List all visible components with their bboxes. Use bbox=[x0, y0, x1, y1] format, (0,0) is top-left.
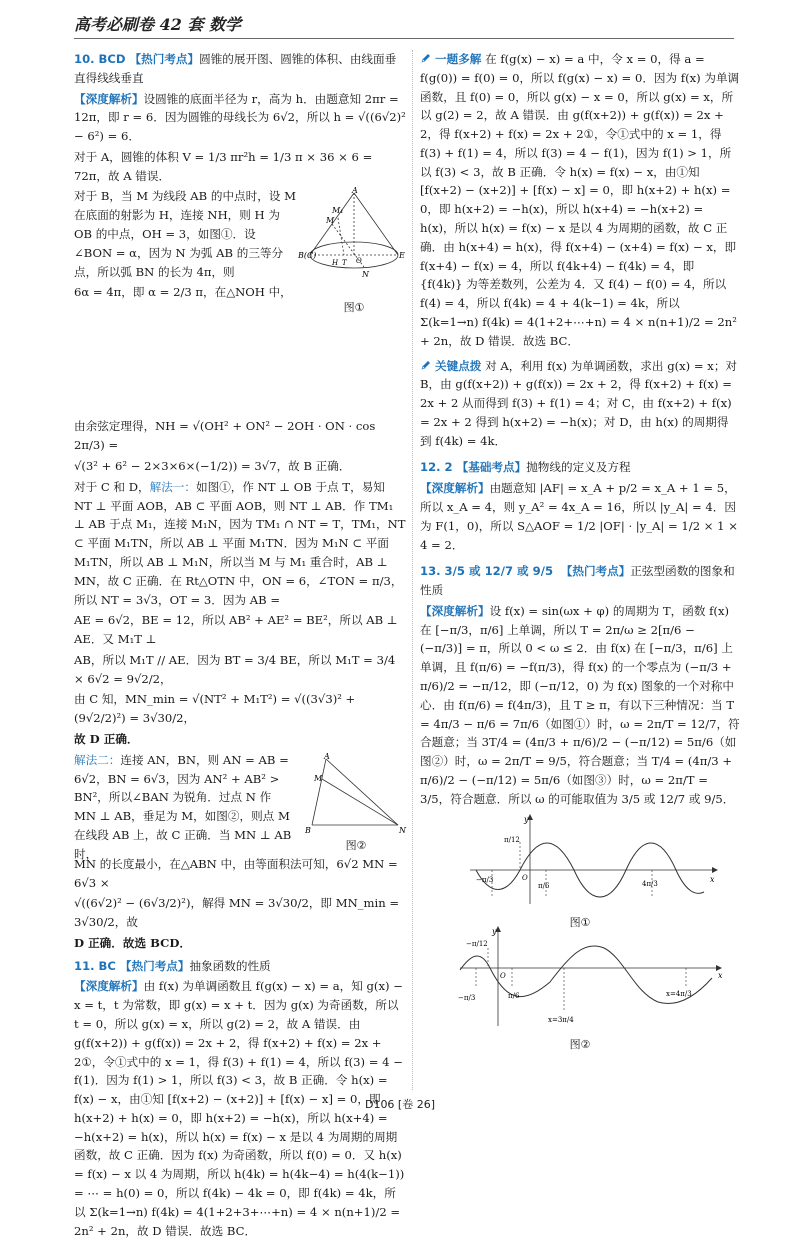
q12-body bbox=[420, 479, 740, 554]
q10-number: 10. bbox=[74, 52, 95, 66]
key-text: 对 A，利用 f(x) 为单调函数，求出 g(x) = x；对 B，由 g(f(x+2)) + g(f(x)) = 2x + 2，得 f(x+2) + f(x) = 2x + 2 从而得到 f(3) + f(1) = 4；对 C，由 f(x+2) + f(x) = 2x + 2 得到 h(x+2) = −h(x)；对 D，由 h(x) 的周期得到 f(4k) = 4k． bbox=[420, 358, 738, 448]
q13-text: 设 f(x) = sin(ωx + φ) 的周期为 T，函数 f(x) 在 [−π/3，π/6] 上单调，所以 T = 2π/ω ≥ 2[π/6 − (−π/3)] = π，所以 0 < ω ≤ 2．由 f(x) 在 [−π/3，π/6] 上单调，且 f(π/6) = −f(π/3)，得 f(x) 的一个零点为 (−π/3 + π/6)/2 = −π/12，即 (−π/12，0) 为 f(x) 图象的一个对称中心．由 f(π/6) = f(4π/3)，且 T ≥ π，有以下三种情况：当 T = 4π/3 − π/6 = 7π/6（如图①）时，ω = 2π/T = 12/7，符合题意；当 3T/4 = (4π/3 + π/6)/2 − (−π/12) = 5π/6（如图②）时，ω = 2π/T = 9/5，符合题意；当 T/4 = (4π/3 + π/6)/2 − (−π/12) = 5π/6（如图③）时，ω = 2π/T = 3/5，符合题意．所以 ω 的可能取值为 3/5 或 12/7 或 9/5． bbox=[420, 603, 740, 806]
q10-line-7: 如图①，作 NT ⊥ OB 于点 T，易知 NT ⊥ 平面 AOB，AB ⊂ 平面 AOB，则 NT ⊥ AB．作 TM₁ ⊥ AB 于点 M₁，连接 M₁N，因为 TM₁ ∩ NT = T，TM₁，NT ⊂ 平面 M₁TN，所以 AB ⊥ 平面 M₁TN．因为 M₁N ⊂ 平面 M₁TN，所以 AB ⊥ M₁N，所以当 M 与 M₁ 重合时，AB ⊥ MN，故 C 正确．在 Rt△OTN 中，ON = 6，∠TON = π/3，所以 NT = 3√3，OT = 3．因为 AB = bbox=[74, 479, 406, 607]
q12-answer: 2 bbox=[444, 460, 453, 475]
running-header bbox=[74, 12, 734, 39]
pencil-icon bbox=[420, 359, 432, 371]
q13-fig2-caption: 图② bbox=[569, 1038, 591, 1052]
q11-text: 由 f(x) 为单调函数且 f(g(x) − x) = a，知 g(x) − x = t，t 为常数，即 g(x) = x + t．因为 g(x) 为奇函数，所以 t = 0，所以 g(x) = x，所以 g(2) = 2，故 A 错误．由 g(f(x+2)) + g(f(x)) = 2x + 2，得 f(x+2) + f(x) = 2x + 2①，令①式中的 x = 1，得 f(3) + f(1) = 4，所以 f(3) = 4 − f(1)．因为 f(1) > 1，所以 f(3) < 3，故 B 正确．令 h(x) = f(x) − x，由①知 [f(x+2) − (x+2)] + [f(x) − x] = 0，即 h(x+2) + h(x) = 0，即 h(x+2) = −h(x)，所以 h(x+4) = −h(x+2) = h(x)，所以 h(x) = f(x) − x 是以 4 为周期的周期函数，故 C 正确．因为 f(x) 为奇函数，所以 f(0) = 0．又 h(x) = f(x) − x 以 4 为周期，所以 h(4k) = h(4k−4) = h(4(k−1)) = ⋯ = h(0) = 0，所以 f(4k) − 4k = 0，即 f(4k) = 4k，所以 Σ(k=1→n) f(4k) = 4(1+2+3+⋯+n) = 4 × n(n+1)/2 = 2n² + 2n，故 D 错误．故选 BC． bbox=[74, 979, 405, 1238]
label-t: T bbox=[342, 259, 347, 268]
key-para bbox=[420, 357, 740, 451]
label-minus-pi3: −π/3 bbox=[476, 876, 494, 885]
right-column bbox=[420, 50, 740, 1052]
q10-line-3: 6α = 4π，即 α = 2/3 π，在△NOH 中， bbox=[74, 285, 292, 300]
label-n: N bbox=[362, 270, 369, 280]
q10-heading bbox=[74, 50, 406, 88]
q10-line-2: 对于 B，当 M 为线段 AB 的中点时，设 M 在底面的射影为 H，连接 NH，则 H 为 OB 的中点，OH = 3，如图①．设 ∠BON = α，因为 N 为弧 AB 的三等分点，所以弧 BN 的长为 4π，则 bbox=[74, 189, 296, 279]
label-4pi3: 4π/3 bbox=[642, 880, 658, 889]
q10-method2-para bbox=[74, 751, 296, 864]
multi-para bbox=[420, 50, 740, 351]
column-divider bbox=[412, 50, 413, 1090]
q11-topic: 抽象函数的性质 bbox=[189, 958, 271, 973]
label-y: y bbox=[524, 815, 529, 825]
label-m1: M₁ bbox=[332, 206, 344, 216]
multi-text: 在 f(g(x) − x) = a 中，令 x = 0，得 a = f(g(0)) = f(0) = 0，所以 f(g(x) − x) = 0．因为 f(x) 为单调函数，且 f(0) = 0，所以 g(x) − x = 0，所以 g(x) = x，所以 g(2) = 2，故 A 错误．由 g(f(x+2)) + g(f(x)) = 2x + 2，得 f(x+2) + f(x) = 2x + 2①，令①式中的 x = 1，得 f(3) + f(1) = 4，所以 f(3) = 4 − f(1)，因为 f(1) > 1，所以 f(3) < 3，故 B 正确．令 h(x) = f(x) − x，由①知 [f(x+2) − (x+2)] + [f(x) − x] = 0，即 h(x+2) + h(x) = 0，即 h(x+2) = −h(x)，所以 h(x+4) = −h(x+2) = h(x)，所以 h(x) = f(x) − x 是以 4 为周期的函数，故 C 正确．由 h(x+4) = h(x)，得 f(x+4) − (x+4) = f(x) − x，即 f(x+4) − f(x) = 4，所以 f(4k+4) − f(4k) = 4，即 {f(4k)} 为等差数列，公差为 4．又 f(4) − f(0) = 4，所以 f(4) = 4，所以 f(4k) = 4 + 4(k−1) = 4k，所以 Σ(k=1→n) f(4k) = 4(1+2+⋯+n) = 4 × n(n+1)/2 = 2n² + 2n，故 D 错误．故选 BC． bbox=[420, 52, 740, 348]
q10-label: 【深度解析】 bbox=[74, 91, 144, 106]
label-x: x bbox=[718, 971, 723, 981]
q10-para-1 bbox=[74, 90, 406, 146]
edge-an bbox=[326, 759, 398, 825]
q10-method-1: 解法一： bbox=[149, 479, 196, 494]
q10-method-2: 解法二： bbox=[74, 752, 121, 767]
q10-line-6: 对于 C 和 D， bbox=[74, 479, 150, 494]
q12-topic: 抛物线的定义及方程 bbox=[526, 460, 631, 475]
q10-figure-2-block bbox=[74, 751, 406, 861]
q10-line-8: AE = 6√2，BE = 12，所以 AB² + AE² = BE²，所以 AB ⊥ AE．又 M₁T ⊥ bbox=[74, 613, 398, 647]
q10-line-11: 故 D 正确． bbox=[74, 731, 139, 746]
edge-ab bbox=[312, 759, 326, 825]
q11-answer: BC bbox=[98, 958, 116, 973]
segment-m1t bbox=[338, 218, 344, 255]
sine-graph-1 bbox=[420, 812, 740, 908]
label-m: M bbox=[326, 216, 335, 226]
q12-text: 由题意知 |AF| = x_A + p/2 = x_A + 1 = 5，所以 x_A = 4，则 y_A² = 4x_A = 16，所以 |y_A| = 4．因为 F(1，0)，所以 S△AOF = 1/2 |OF| · |y_A| = 1/2 × 1 × 4 = 2． bbox=[420, 481, 738, 552]
q13-answer: 3/5 或 12/7 或 9/5 bbox=[444, 564, 554, 579]
label-a: A bbox=[324, 751, 330, 761]
q13-topic: 正弦型函数的图象和性质 bbox=[420, 564, 735, 598]
q10-line-12: 连接 AN，BN，则 AN = AB = 6√2，BN = 6√3，因为 AN² + AB² > BN²，所以∠BAN 为锐角．过点 N 作 MN ⊥ AB，垂足为 M，如图②，则点 M 在线段 AB 上，故 C 正确．当 MN ⊥ AB 时， bbox=[74, 752, 292, 861]
question-12 bbox=[420, 458, 740, 554]
q12-label: 【深度解析】 bbox=[420, 481, 490, 496]
q10-line-0: 设圆锥的底面半径为 r，高为 h．由题意知 2πr = 12π，即 r = 6．因为圆锥的母线长为 6√2，所以 h = √((6√2)² − 6²) = 6． bbox=[74, 91, 406, 144]
segment-mn bbox=[322, 779, 398, 825]
header-title: 高考必刷卷 42 套 数学 bbox=[74, 15, 241, 34]
pencil-icon bbox=[420, 52, 432, 64]
label-m: M bbox=[314, 773, 323, 783]
q10-fig2-caption: 图② bbox=[345, 838, 367, 852]
key-title: 关键点拨 bbox=[435, 358, 482, 373]
q13-body bbox=[420, 602, 740, 809]
q10-line-1: 对于 A，圆锥的体积 V = 1/3 πr²h = 1/3 π × 36 × 6 = 72π，故 A 错误． bbox=[74, 149, 373, 183]
label-o: O bbox=[356, 257, 362, 266]
label-y: y bbox=[492, 927, 497, 937]
q11-label: 【深度解析】 bbox=[74, 979, 144, 994]
q11-heading bbox=[74, 957, 406, 976]
label-n: N bbox=[399, 825, 406, 835]
label-pi6: π/6 bbox=[538, 882, 550, 891]
label-x: x bbox=[710, 875, 715, 885]
label-pi12: π/12 bbox=[504, 836, 520, 845]
sine-graph-2 bbox=[420, 926, 740, 1030]
q13-figure-2 bbox=[420, 926, 740, 1052]
q13-heading bbox=[420, 562, 740, 600]
page-footer bbox=[0, 1096, 800, 1114]
q10-answer: BCD bbox=[98, 52, 126, 66]
q10-line-10: 由 C 知，MN_min = √(NT² + M₁T²) = √((3√3)² + (9√2/2)²) = 3√30/2， bbox=[74, 692, 356, 726]
q12-number: 12. bbox=[420, 460, 441, 475]
label-h: H bbox=[332, 259, 339, 268]
q10-line-5: √(3² + 6² − 2×3×6×(−1/2)) = 3√7，故 B 正确． bbox=[74, 459, 351, 474]
q13-label: 【深度解析】 bbox=[420, 603, 490, 618]
q10-line-15: D 正确．故选 BCD． bbox=[74, 935, 191, 950]
cone-edge-right bbox=[354, 193, 398, 255]
q10-line-14: √((6√2)² − (6√3/2)²)，解得 MN = 3√30/2，即 MN_min = 3√30/2，故 bbox=[74, 896, 400, 930]
q13-number: 13. bbox=[420, 564, 441, 579]
q12-heading bbox=[420, 458, 740, 477]
label-o: O bbox=[500, 972, 506, 981]
triangle-diagram bbox=[306, 753, 406, 837]
multi-title: 一题多解 bbox=[435, 52, 482, 66]
q10-line-4: 由余弦定理得，NH = √(OH² + ON² − 2OH · ON · cos 2π/3) = bbox=[74, 419, 376, 453]
q11-number: 11. bbox=[74, 958, 95, 973]
q10-line-13: MN 的长度最小，在△ABN 中，由等面积法可知，6√2 MN = 6√3 × bbox=[74, 856, 398, 890]
label-e: E bbox=[399, 251, 405, 261]
q10-topic: 圆锥的展开图、圆锥的体积、由线面垂直得线线垂直 bbox=[74, 52, 397, 85]
q10-line-9: AB，所以 M₁T // AE．因为 BT = 3/4 BE，所以 M₁T = 3/4 × 6√2 = 9√2/2， bbox=[74, 652, 396, 686]
label-b: B(C) bbox=[298, 251, 317, 261]
q12-tag: 【基础考点】 bbox=[456, 460, 527, 475]
label-o: O bbox=[522, 874, 528, 883]
left-column bbox=[74, 50, 406, 1242]
label-x-3pi4: x=3π/4 bbox=[548, 1016, 574, 1025]
label-minus-pi3: −π/3 bbox=[458, 994, 476, 1003]
label-pi6: π/6 bbox=[508, 992, 520, 1001]
label-b: B bbox=[305, 825, 311, 835]
q13-fig1-caption: 图① bbox=[569, 916, 591, 930]
q10-figure-1 bbox=[298, 186, 406, 317]
q10-figure-block bbox=[74, 187, 406, 417]
cone-diagram bbox=[298, 186, 406, 299]
q13-figure-1 bbox=[420, 812, 740, 930]
q10-tag: 【热门考点】 bbox=[129, 52, 200, 66]
label-x-4pi3: x=4π/3 bbox=[666, 990, 692, 999]
x-axis-arrow bbox=[712, 867, 718, 873]
q10-para-c-d bbox=[74, 478, 406, 609]
question-10 bbox=[74, 50, 406, 953]
label-minus-pi12: −π/12 bbox=[466, 940, 488, 949]
label-a: A bbox=[352, 186, 358, 196]
page-number: D106 [卷 26] bbox=[364, 1098, 436, 1111]
multi-solution-box bbox=[420, 50, 740, 351]
q10-figure-2 bbox=[306, 753, 406, 855]
question-13 bbox=[420, 562, 740, 1052]
q10-fig1-caption: 图① bbox=[343, 301, 365, 315]
q13-tag: 【热门考点】 bbox=[560, 564, 631, 579]
key-point-box bbox=[420, 357, 740, 451]
q11-tag: 【热门考点】 bbox=[119, 958, 190, 973]
